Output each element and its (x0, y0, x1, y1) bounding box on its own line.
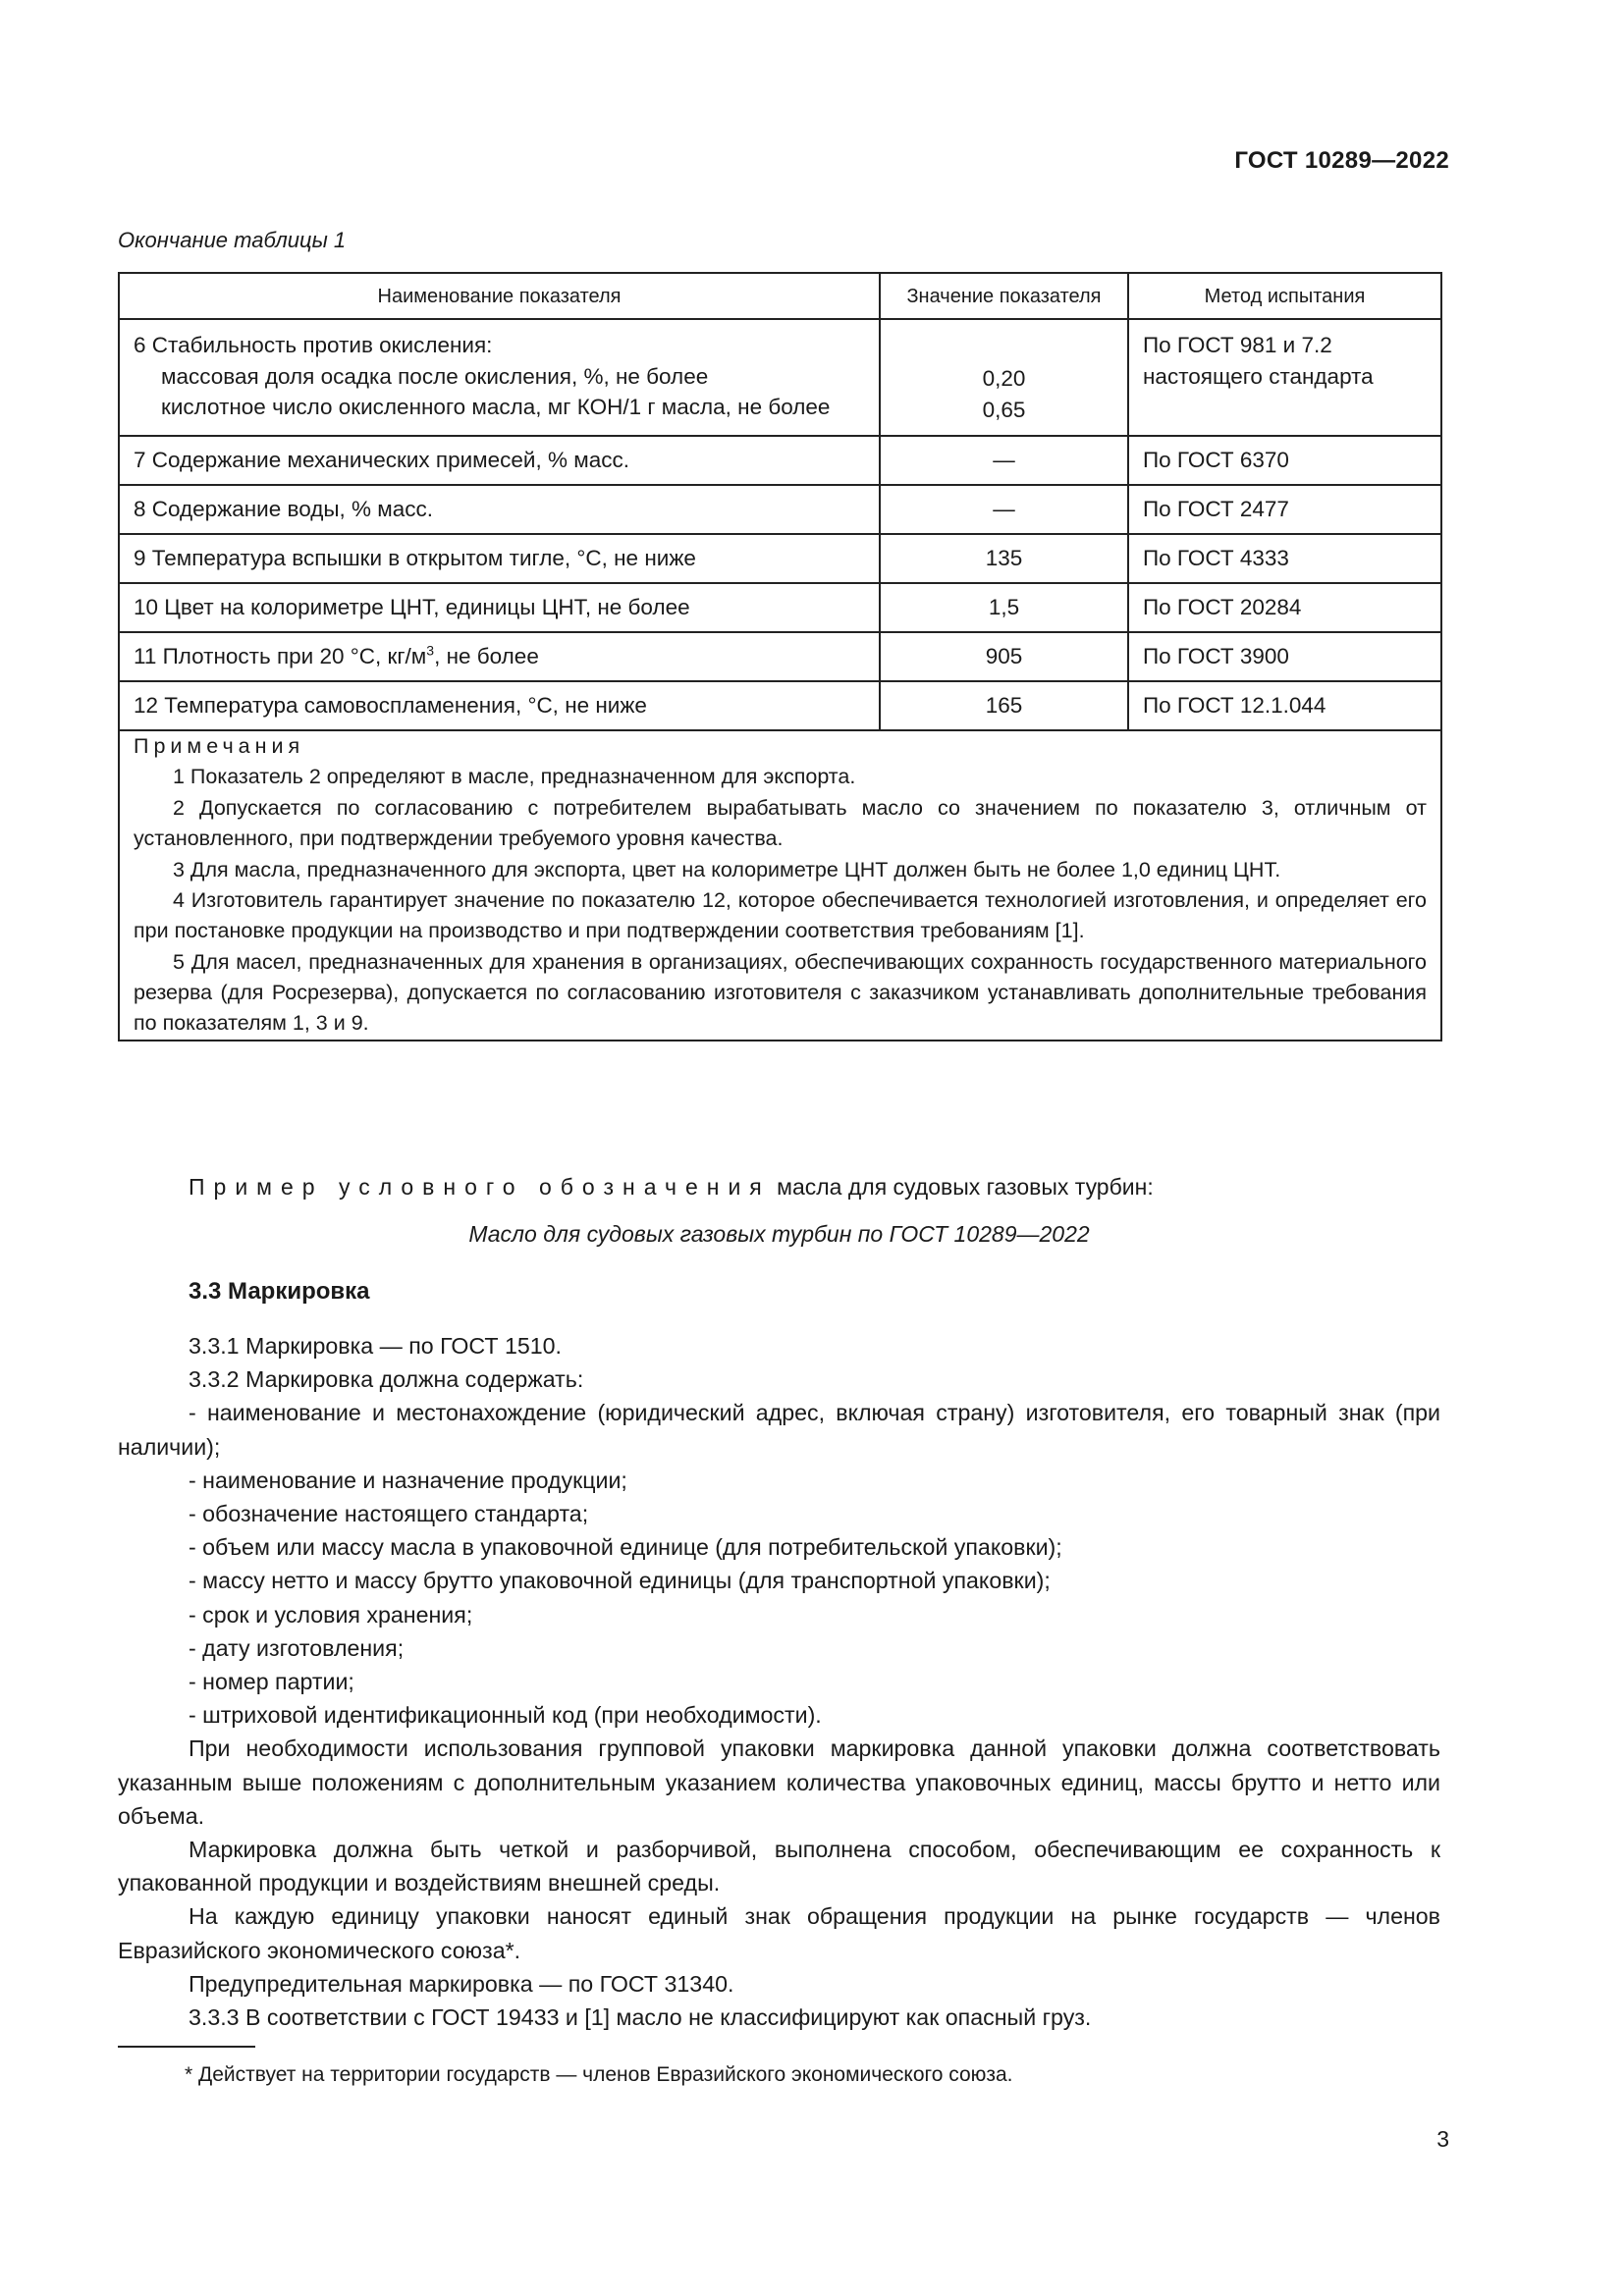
paragraph: Маркировка должна быть четкой и разборчивой, выполнена способом, обеспечивающим ее сохранность к упакованной продукции и воздействиям внешней среды. (118, 1837, 1440, 1896)
row6-title: 6 Стабильность против окисления: (134, 333, 493, 357)
list-item: - дату изготовления; (189, 1634, 405, 1661)
notes-heading: Примечания (134, 734, 305, 758)
row-name-prefix: 11 Плотность при 20 °С, кг/м (134, 644, 427, 669)
row-name: 10 Цвет на колориметре ЦНТ, единицы ЦНТ, не более (119, 583, 880, 632)
row-name-suffix: , не более (434, 644, 539, 669)
document-code: ГОСТ 10289—2022 (1234, 147, 1449, 174)
row-name (119, 632, 880, 681)
table-row (119, 583, 1441, 632)
row-value: 1,5 (880, 583, 1128, 632)
section-body (118, 1329, 1440, 2034)
row-value: — (880, 436, 1128, 485)
table-row (119, 485, 1441, 534)
row6-val2: 0,65 (982, 397, 1026, 422)
list-item: - срок и условия хранения; (189, 1601, 473, 1628)
table-row (119, 681, 1441, 730)
paragraph: 3.3.1 Маркировка — по ГОСТ 1510. (189, 1333, 563, 1359)
row6-val1: 0,20 (982, 366, 1026, 391)
table-caption: Окончание таблицы 1 (118, 228, 347, 252)
note-item: 2 Допускается по согласованию с потребителем вырабатывать масло со значением по показателю 3, отличным от установленного, при подтверждении требуемого уровня качества. (134, 795, 1427, 851)
example-designation: Масло для судовых газовых турбин по ГОСТ 10289—2022 (468, 1221, 1090, 1247)
row-name: 8 Содержание воды, % масс. (119, 485, 880, 534)
column-header-method: Метод испытания (1128, 273, 1441, 319)
table-notes-row (119, 730, 1441, 1041)
list-item: - объем или массу масла в упаковочной единице (для потребительской упаковки); (189, 1534, 1062, 1561)
notes-cell (119, 730, 1441, 1041)
column-header-name: Наименование показателя (119, 273, 880, 319)
row-name: 7 Содержание механических примесей, % масс. (119, 436, 880, 485)
table-row (119, 632, 1441, 681)
list-item: - наименование и назначение продукции; (189, 1467, 627, 1493)
list-item: - массу нетто и массу брутто упаковочной единицы (для транспортной упаковки); (189, 1568, 1051, 1594)
paragraph: 3.3.3 В соответствии с ГОСТ 19433 и [1] масло не классифицируют как опасный груз. (189, 2004, 1092, 2031)
row-method: По ГОСТ 2477 (1128, 485, 1441, 534)
table-row (119, 534, 1441, 583)
row-name: 9 Температура вспышки в открытом тигле, °С, не ниже (119, 534, 880, 583)
example-rest: масла для судовых газовых турбин: (770, 1174, 1154, 1200)
example-lead: Пример условного обозначения (189, 1174, 771, 1200)
row-method: По ГОСТ 12.1.044 (1128, 681, 1441, 730)
table-row-6 (119, 319, 1441, 436)
row-name-superscript: 3 (426, 642, 435, 659)
row-value: 165 (880, 681, 1128, 730)
row-value: 905 (880, 632, 1128, 681)
row-method: По ГОСТ 6370 (1128, 436, 1441, 485)
list-item: - номер партии; (189, 1669, 354, 1695)
section-heading: 3.3 Маркировка (189, 1278, 370, 1305)
table-header-row (119, 273, 1441, 319)
specifications-table (118, 272, 1442, 1041)
list-item: - обозначение настоящего стандарта; (189, 1501, 589, 1527)
column-header-value: Значение показателя (880, 273, 1128, 319)
paragraph: 3.3.2 Маркировка должна содержать: (189, 1366, 584, 1393)
row6-sub2: кислотное число окисленного масла, мг КОН/1 г масла, не более (161, 395, 831, 419)
row6-name-cell (119, 319, 880, 436)
note-item: 1 Показатель 2 определяют в масле, предназначенном для экспорта. (173, 765, 856, 789)
paragraph: Предупредительная маркировка — по ГОСТ 31340. (189, 1970, 734, 1997)
table-row (119, 436, 1441, 485)
note-item: 3 Для масла, предназначенного для экспорта, цвет на колориметре ЦНТ должен быть не более 1,0 единиц ЦНТ. (173, 857, 1281, 881)
note-item: 4 Изготовитель гарантирует значение по показателю 12, которое обеспечивается технологией изготовления, и определяет его при постановке продукции на производство и при подтверждении соответствия требованиям [1]. (134, 887, 1427, 943)
page-number: 3 (1436, 2126, 1449, 2152)
list-item: - штриховой идентификационный код (при необходимости). (189, 1702, 822, 1729)
row-value: — (880, 485, 1128, 534)
row6-method: По ГОСТ 981 и 7.2 настоящего стандарта (1128, 319, 1441, 436)
paragraph: На каждую единицу упаковки наносят единый знак обращения продукции на рынке государств — членов Евразийского экономического союза*. (118, 1903, 1440, 1963)
row6-value-cell (880, 319, 1128, 436)
paragraph: При необходимости использования групповой упаковки маркировка данной упаковки должна соответствовать указанным выше положениям с дополнительным указанием количества упаковочных единиц, массы брутто и нетто или объема. (118, 1735, 1440, 1829)
note-item: 5 Для масел, предназначенных для хранения в организациях, обеспечивающих сохранность государственного материального резерва (для Росрезерва), допускается по согласованию изготовителя с заказчиком устанавливать дополнительные требования по показателям 1, 3 и 9. (134, 949, 1427, 1036)
row6-sub1: массовая доля осадка после окисления, %, не более (161, 363, 709, 389)
row-method: По ГОСТ 20284 (1128, 583, 1441, 632)
footnote: * Действует на территории государств — членов Евразийского экономического союза. (185, 2063, 1013, 2086)
row-method: По ГОСТ 3900 (1128, 632, 1441, 681)
list-item: - наименование и местонахождение (юридический адрес, включая страну) изготовителя, его товарный знак (при наличии); (118, 1400, 1440, 1460)
designation-example (189, 1174, 1154, 1201)
row-name: 12 Температура самовоспламенения, °С, не ниже (119, 681, 880, 730)
footnote-divider (118, 2046, 255, 2048)
row-method: По ГОСТ 4333 (1128, 534, 1441, 583)
row-value: 135 (880, 534, 1128, 583)
